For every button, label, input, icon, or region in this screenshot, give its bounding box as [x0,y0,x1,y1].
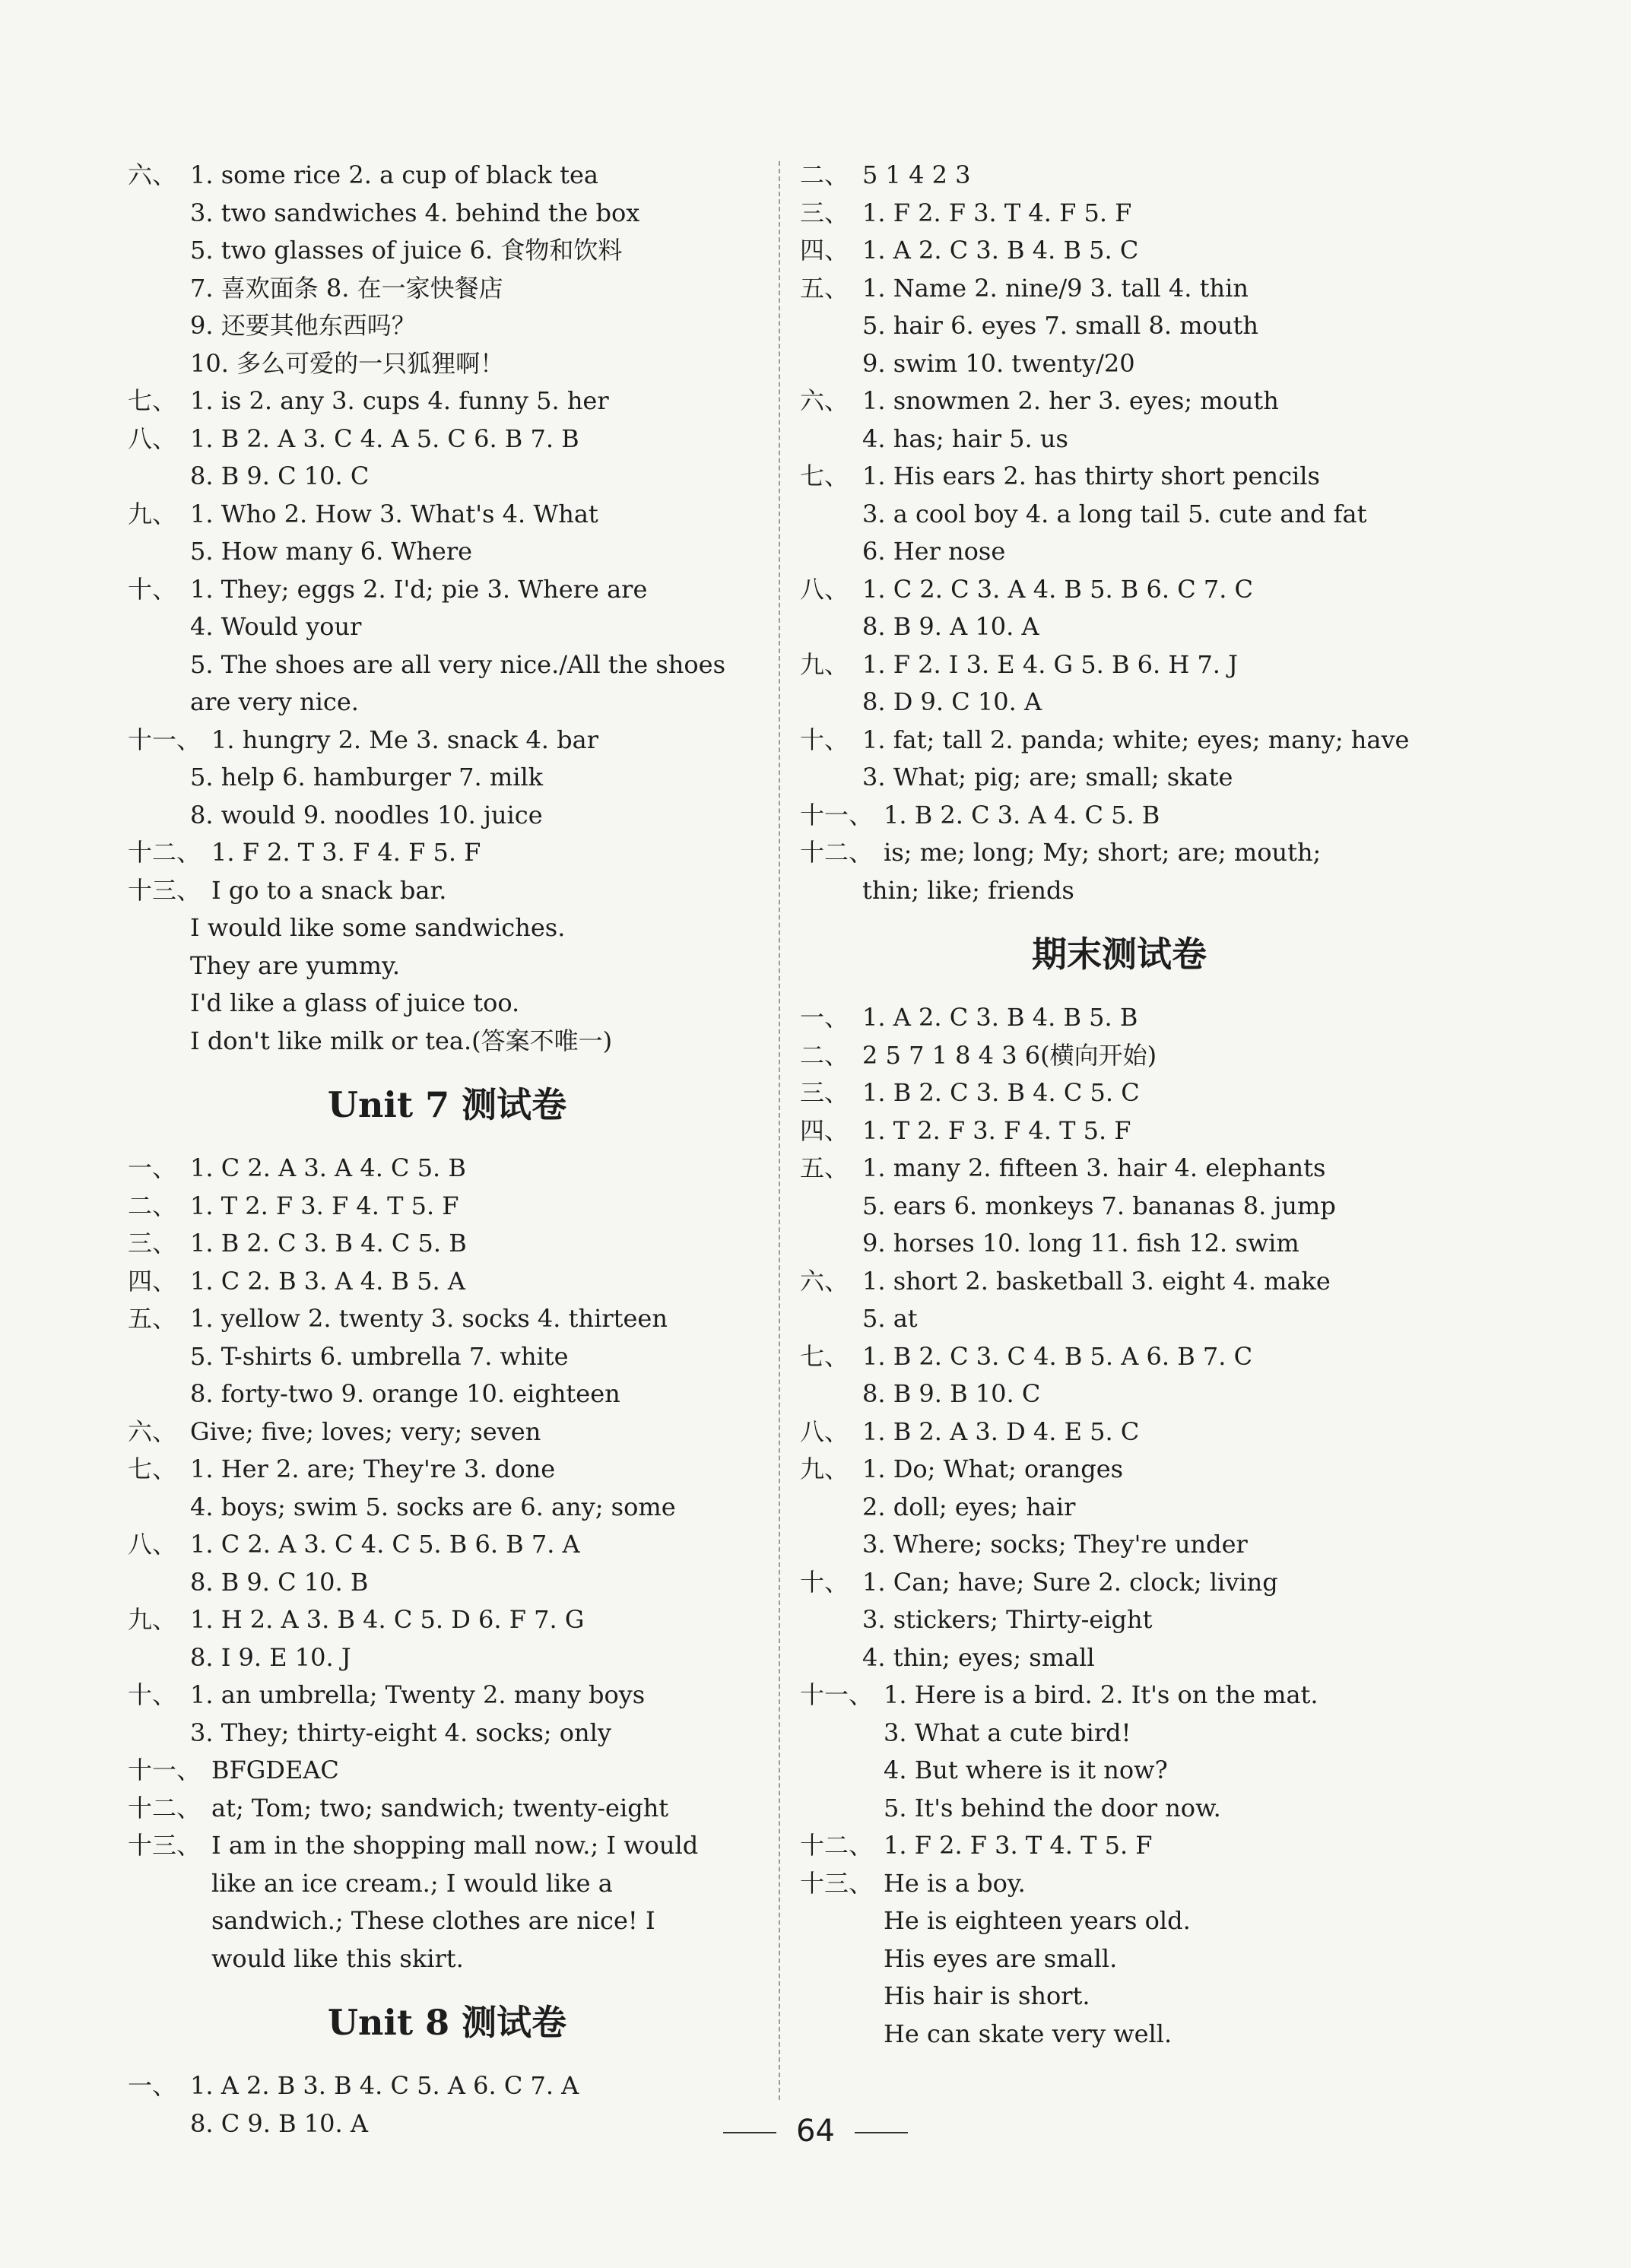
answer-text: He is a boy. [884,1868,1026,1898]
answer-line [800,307,1439,345]
answer-line [128,496,766,534]
answer-text: His hair is short. [884,1981,1090,2010]
answer-line [800,1413,1439,1451]
answer-line [128,1225,766,1263]
question-number: 九、 [800,1454,849,1483]
question-number: 八、 [128,1530,177,1559]
answer-text: 3. Where; socks; They're under [862,1530,1248,1559]
answer-text: 1. F 2. T 3. F 4. F 5. F [211,838,481,867]
answer-line [128,1413,766,1451]
answer-text: 1. Who 2. How 3. What's 4. What [190,499,598,528]
answer-line [128,232,766,270]
answer-line [128,1902,766,1940]
answer-text: 2 5 7 1 8 4 3 6(横向开始) [862,1040,1157,1070]
answer-line [800,1300,1439,1338]
answer-text: I'd like a glass of juice too. [190,988,520,1017]
answer-line [800,195,1439,233]
answer-text: 1. H 2. A 3. B 4. C 5. D 6. F 7. G [190,1605,585,1634]
answer-text: 1. fat; tall 2. panda; white; eyes; many; have [862,725,1410,754]
question-number: 十、 [800,1567,849,1597]
question-number: 一、 [800,1003,849,1032]
answer-text: 5. help 6. hamburger 7. milk [190,763,544,791]
answer-text: 4. But where is it now? [884,1756,1168,1784]
answer-line [800,345,1439,383]
answer-text: 1. Do; What; oranges [862,1454,1124,1483]
question-number: 五、 [800,1153,849,1182]
answer-line [128,1526,766,1564]
question-number: 九、 [128,1605,177,1634]
answer-line [800,232,1439,270]
question-number: 七、 [800,1341,849,1371]
answer-text: 1. They; eggs 2. I'd; pie 3. Where are [190,574,648,604]
answer-text: 5. How many 6. Where [190,537,473,566]
answer-text: He is eighteen years old. [884,1906,1191,1935]
answer-text: 8. B 9. C 10. B [190,1567,369,1597]
answer-line [128,2067,766,2105]
question-number: 十一、 [128,1756,201,1784]
answer-line [800,1564,1439,1602]
question-number: 八、 [800,574,849,604]
answer-text: 1. B 2. C 3. B 4. C 5. B [190,1229,467,1258]
section-heading: 期末测试卷 [1032,934,1207,975]
answer-text: 8. B 9. A 10. A [862,612,1039,641]
question-number: 九、 [800,649,849,679]
answer-text: is; me; long; My; short; are; mouth; [884,838,1322,867]
answer-text: 5. two glasses of juice 6. 食物和饮料 [190,236,623,265]
answer-text: 8. would 9. noodles 10. juice [190,800,543,829]
question-number: 七、 [800,462,849,490]
answer-text: 1. T 2. F 3. F 4. T 5. F [190,1191,459,1220]
question-number: 三、 [800,198,849,227]
answer-text: 1. B 2. A 3. C 4. A 5. C 6. B 7. B [190,423,579,453]
answer-line [800,834,1439,872]
question-number: 十一、 [800,1680,874,1709]
answer-text: 8. B 9. C 10. C [190,462,370,490]
answer-text: 9. swim 10. twenty/20 [862,348,1135,378]
answer-text: 4. has; hair 5. us [862,423,1068,453]
answer-line [128,608,766,646]
answer-line [128,420,766,458]
question-number: 三、 [128,1229,177,1258]
answer-text: I go to a snack bar. [211,875,447,905]
answer-line [800,1601,1439,1639]
answer-text: 1. yellow 2. twenty 3. socks 4. thirteen [190,1304,668,1333]
answer-line [128,571,766,609]
answer-text: I would like some sandwiches. [190,913,566,942]
answer-text: 1. Can; have; Sure 2. clock; living [862,1567,1278,1597]
question-number: 十三、 [800,1868,874,1898]
answer-text: 1. hungry 2. Me 3. snack 4. bar [211,725,598,754]
answer-text: 1. C 2. A 3. A 4. C 5. B [190,1153,466,1182]
answer-text: 1. F 2. F 3. T 4. F 5. F [862,198,1132,227]
answer-text: 5. The shoes are all very nice./All the shoes [190,649,725,679]
answer-line [800,1037,1439,1075]
answer-text: 10. 多么可爱的一只狐狸啊！ [190,348,505,378]
answer-line [128,458,766,496]
answer-line [128,646,766,684]
answer-line [128,1639,766,1677]
question-number: 五、 [128,1304,177,1333]
answer-text: 1. an umbrella; Twenty 2. many boys [190,1680,646,1709]
answer-line [128,382,766,420]
answer-line [128,1601,766,1639]
answer-line [800,1225,1439,1263]
answer-line [128,307,766,345]
answer-line [800,608,1439,646]
answer-text: 3. a cool boy 4. a long tail 5. cute and fat [862,499,1367,528]
answer-line [128,1263,766,1301]
answer-line [128,1150,766,1188]
question-number: 九、 [128,499,177,528]
question-number: 十一、 [128,725,201,754]
answer-text: 3. What a cute bird! [884,1718,1131,1747]
answer-line [800,382,1439,420]
answer-line [128,684,766,722]
answer-text: 1. short 2. basketball 3. eight 4. make [862,1266,1331,1296]
answer-text: 7. 喜欢面条 8. 在一家快餐店 [190,273,503,303]
answer-line [800,1375,1439,1413]
answer-line [800,496,1439,534]
question-number: 六、 [128,160,177,189]
answer-text: 1. B 2. C 3. C 4. B 5. A 6. B 7. C [862,1341,1253,1371]
answer-line [128,1188,766,1226]
answer-line [128,909,766,947]
question-number: 十二、 [128,838,201,867]
answer-line [128,1564,766,1602]
answer-text: 1. C 2. B 3. A 4. B 5. A [190,1266,465,1296]
answer-line [128,1752,766,1790]
answer-line [128,872,766,910]
answer-line [800,533,1439,571]
answer-text: 9. 还要其他东西吗？ [190,311,416,340]
answer-text: 3. two sandwiches 4. behind the box [190,198,640,227]
answer-line [800,1451,1439,1489]
answer-text: His eyes are small. [884,1943,1118,1973]
answer-line [128,834,766,872]
answer-line [128,1451,766,1489]
answer-text: 2. doll; eyes; hair [862,1492,1076,1521]
answer-text: 1. B 2. C 3. A 4. C 5. B [884,800,1160,829]
answer-line [800,1978,1439,2016]
question-number: 二、 [128,1191,177,1220]
answer-line [128,195,766,233]
answer-line [800,1188,1439,1226]
question-number: 一、 [128,1153,177,1182]
answer-line [800,1112,1439,1150]
answer-text: 1. B 2. A 3. D 4. E 5. C [862,1416,1140,1446]
answer-text: 1. His ears 2. has thirty short pencils [862,462,1320,490]
answer-line [128,533,766,571]
question-number: 六、 [128,1416,177,1446]
answer-line [800,872,1439,910]
answer-text: 5. T-shirts 6. umbrella 7. white [190,1341,569,1371]
column-divider [779,161,780,2100]
answer-line [800,1714,1439,1753]
answer-line [128,1940,766,1978]
answer-text: 1. Here is a bird. 2. It's on the mat. [884,1680,1318,1709]
question-number: 十二、 [800,838,874,867]
answer-line [128,1827,766,1865]
answer-line [128,797,766,835]
answer-text: would like this skirt. [211,1943,464,1973]
section-heading: Unit 8 测试卷 [327,2002,567,2043]
answer-text: 1. B 2. C 3. B 4. C 5. C [862,1078,1140,1107]
answer-line [800,157,1439,195]
answer-text: BFGDEAC [211,1756,339,1784]
answer-line [128,1790,766,1828]
answer-text: 1. Name 2. nine/9 3. tall 4. thin [862,273,1249,303]
answer-text: 6. Her nose [862,537,1006,566]
answer-text: 8. forty-two 9. orange 10. eighteen [190,1379,620,1408]
answer-text: 5 1 4 2 3 [862,160,971,189]
answer-line [128,1676,766,1714]
question-number: 十三、 [128,1831,201,1860]
answer-text: They are yummy. [190,950,400,980]
answer-line [800,684,1439,722]
answer-text: 1. F 2. I 3. E 4. G 5. B 6. H 7. J [862,649,1238,679]
answer-text: 3. They; thirty-eight 4. socks; only [190,1718,611,1747]
question-number: 十三、 [128,875,201,905]
answer-text: 4. thin; eyes; small [862,1642,1095,1672]
question-number: 四、 [800,1115,849,1145]
answer-line [128,1865,766,1903]
answer-line [128,1489,766,1527]
answer-line [800,1263,1439,1301]
question-number: 六、 [800,1266,849,1296]
answer-text: 8. I 9. E 10. J [190,1642,351,1672]
answer-line [128,1338,766,1376]
answer-text: 8. D 9. C 10. A [862,687,1042,716]
answer-text: He can skate very well. [884,2019,1172,2048]
answer-line [128,1300,766,1338]
answer-line [800,2016,1439,2054]
question-number: 四、 [800,236,849,265]
answer-text: 5. It's behind the door now. [884,1793,1221,1822]
question-number: 八、 [800,1416,849,1446]
answer-line [800,571,1439,609]
question-number: 十、 [128,1680,177,1709]
answer-text: 5. ears 6. monkeys 7. bananas 8. jump [862,1191,1336,1220]
answer-line [128,947,766,985]
answer-text: 3. stickers; Thirty-eight [862,1605,1153,1634]
question-number: 二、 [800,160,849,189]
answer-text: 1. C 2. C 3. A 4. B 5. B 6. C 7. C [862,574,1254,604]
page-number: 64 [796,2114,835,2149]
question-number: 十二、 [800,1831,874,1860]
answer-line [800,420,1439,458]
answer-line [128,1714,766,1753]
answer-text: at; Tom; two; sandwich; twenty-eight [211,1793,669,1822]
question-number: 十一、 [800,800,874,829]
answer-text: 1. F 2. F 3. T 4. T 5. F [884,1831,1153,1860]
footer-dash-right [855,2132,908,2133]
answer-text: 1. many 2. fifteen 3. hair 4. elephants [862,1153,1326,1182]
question-number: 六、 [800,386,849,415]
answer-line [128,759,766,797]
answer-text: 1. some rice 2. a cup of black tea [190,160,598,189]
answer-text: Give; five; loves; very; seven [190,1416,541,1446]
answer-line [128,345,766,383]
answer-text: 4. boys; swim 5. socks are 6. any; some [190,1492,676,1521]
answer-text: 1. A 2. C 3. B 4. B 5. B [862,1003,1138,1032]
answer-line [800,1827,1439,1865]
answer-text: 9. horses 10. long 11. fish 12. swim [862,1229,1299,1258]
answer-text: 1. Her 2. are; They're 3. done [190,1454,556,1483]
answer-text: I don't like milk or tea.(答案不唯一) [190,1026,613,1055]
left-column [128,157,766,2143]
question-number: 二、 [800,1040,849,1070]
answer-line [800,1902,1439,1940]
answer-text: thin; like; friends [862,875,1074,905]
answer-line [800,722,1439,760]
answer-text: I am in the shopping mall now.; I would [211,1831,699,1860]
question-number: 十二、 [128,1793,201,1822]
answer-text: 3. What; pig; are; small; skate [862,763,1233,791]
answer-line [800,1489,1439,1527]
question-number: 五、 [800,273,849,303]
answer-line [800,999,1439,1037]
answer-line [800,1790,1439,1828]
question-number: 十、 [800,725,849,754]
answer-line [800,1676,1439,1714]
answer-line [128,985,766,1023]
answer-line [800,270,1439,308]
question-number: 八、 [128,423,177,453]
answer-line [800,1074,1439,1112]
answer-line [800,1752,1439,1790]
footer-dash-left [723,2132,776,2133]
answer-line [128,722,766,760]
answer-line [800,1865,1439,1903]
question-number: 四、 [128,1266,177,1296]
answer-line [800,759,1439,797]
answer-text: 5. hair 6. eyes 7. small 8. mouth [862,311,1258,340]
question-number: 七、 [128,1454,177,1483]
answer-text: 8. C 9. B 10. A [190,2108,368,2138]
answer-text: 1. A 2. C 3. B 4. B 5. C [862,236,1139,265]
answer-line [800,1639,1439,1677]
right-column [800,157,1439,2053]
section-heading: Unit 7 测试卷 [327,1084,567,1125]
page-footer [0,2114,1631,2149]
question-number: 一、 [128,2071,177,2100]
question-number: 十、 [128,574,177,604]
question-number: 三、 [800,1078,849,1107]
answer-line [800,797,1439,835]
answer-line [800,646,1439,684]
answer-line [800,1150,1439,1188]
answer-text: 8. B 9. B 10. C [862,1379,1041,1408]
answer-line [800,1338,1439,1376]
answer-text: 1. is 2. any 3. cups 4. funny 5. her [190,386,609,415]
answer-line [128,157,766,195]
answer-line [128,1023,766,1061]
answer-text: 4. Would your [190,612,362,641]
answer-text: like an ice cream.; I would like a [211,1868,613,1898]
answer-text: 1. C 2. A 3. C 4. C 5. B 6. B 7. A [190,1530,580,1559]
answer-line [800,1526,1439,1564]
answer-line [128,1375,766,1413]
answer-text: sandwich.; These clothes are nice! I [211,1906,655,1935]
answer-text: 1. A 2. B 3. B 4. C 5. A 6. C 7. A [190,2071,579,2100]
answer-line [800,1940,1439,1978]
answer-text: 5. at [862,1304,918,1333]
answer-text: 1. snowmen 2. her 3. eyes; mouth [862,386,1279,415]
answer-line [128,270,766,308]
answer-line [800,458,1439,496]
question-number: 七、 [128,386,177,415]
answer-text: are very nice. [190,687,359,716]
answer-text: 1. T 2. F 3. F 4. T 5. F [862,1115,1131,1145]
